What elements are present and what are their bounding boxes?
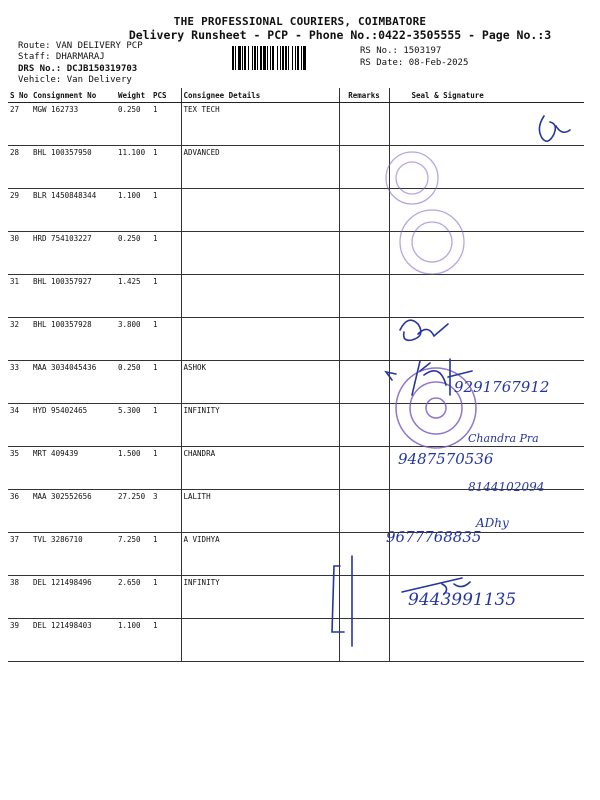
cell-consignee xyxy=(181,619,339,662)
cell-seal xyxy=(389,318,584,361)
cell-sno: 31 xyxy=(8,275,31,318)
cell-remarks xyxy=(339,490,389,533)
cell-sno: 37 xyxy=(8,533,31,576)
cell-seal xyxy=(389,232,584,275)
cell-pcs: 1 xyxy=(151,576,181,619)
handwritten-phone-37: 9677768835 xyxy=(386,528,482,546)
company-title: THE PROFESSIONAL COURIERS, COIMBATORE xyxy=(173,15,427,28)
cell-sno: 38 xyxy=(8,576,31,619)
cell-consignment: TVL 3286710 xyxy=(31,533,116,576)
cell-pcs: 1 xyxy=(151,533,181,576)
handwritten-phone-39: 9443991135 xyxy=(408,590,517,610)
cell-remarks xyxy=(339,103,389,146)
cell-sno: 28 xyxy=(8,146,31,189)
staff-label: Staff: DHARMARAJ xyxy=(18,52,105,62)
table-row xyxy=(8,318,584,361)
cell-consignment: DEL 121498403 xyxy=(31,619,116,662)
delivery-table xyxy=(8,88,584,662)
cell-consignment: MAA 302552656 xyxy=(31,490,116,533)
cell-consignee: INFINITY xyxy=(181,576,339,619)
cell-consignee: TEX TECH xyxy=(181,103,339,146)
cell-sno: 30 xyxy=(8,232,31,275)
col-pcs: PCS xyxy=(151,88,181,103)
cell-weight: 7.250 xyxy=(116,533,151,576)
cell-remarks xyxy=(339,404,389,447)
cell-remarks xyxy=(339,533,389,576)
cell-pcs: 1 xyxy=(151,447,181,490)
cell-sno: 39 xyxy=(8,619,31,662)
table-row xyxy=(8,619,584,662)
cell-remarks xyxy=(339,318,389,361)
cell-sno: 27 xyxy=(8,103,31,146)
cell-remarks xyxy=(339,361,389,404)
cell-weight: 0.250 xyxy=(116,103,151,146)
cell-remarks xyxy=(339,146,389,189)
cell-seal xyxy=(389,619,584,662)
cell-consignment: MRT 409439 xyxy=(31,447,116,490)
rs-date: RS Date: 08-Feb-2025 xyxy=(360,58,469,68)
cell-weight: 1.100 xyxy=(116,189,151,232)
cell-consignment: HRD 754103227 xyxy=(31,232,116,275)
cell-pcs: 1 xyxy=(151,275,181,318)
table-header-row xyxy=(8,88,584,103)
cell-weight: 1.425 xyxy=(116,275,151,318)
cell-weight: 2.650 xyxy=(116,576,151,619)
cell-weight: 1.500 xyxy=(116,447,151,490)
cell-pcs: 1 xyxy=(151,361,181,404)
cell-pcs: 1 xyxy=(151,146,181,189)
cell-pcs: 3 xyxy=(151,490,181,533)
cell-consignment: DEL 121498496 xyxy=(31,576,116,619)
col-remarks: Remarks xyxy=(339,88,389,103)
cell-sno: 32 xyxy=(8,318,31,361)
cell-consignee xyxy=(181,275,339,318)
col-sno: S No xyxy=(8,88,31,103)
cell-remarks xyxy=(339,576,389,619)
cell-consignee: LALITH xyxy=(181,490,339,533)
handwritten-phone-34: 9291767912 xyxy=(454,378,550,396)
cell-sno: 36 xyxy=(8,490,31,533)
cell-pcs: 1 xyxy=(151,103,181,146)
drs-number: DRS No.: DCJB150319703 xyxy=(18,64,138,74)
cell-consignment: BHL 100357928 xyxy=(31,318,116,361)
cell-pcs: 1 xyxy=(151,619,181,662)
runsheet-subtitle: Delivery Runsheet - PCP - Phone No.:0422-3505555 - Page No.:3 xyxy=(128,28,552,42)
barcode xyxy=(232,46,354,70)
vehicle-label: Vehicle: Van Delivery xyxy=(18,75,132,85)
cell-consignee: CHANDRA xyxy=(181,447,339,490)
cell-weight: 0.250 xyxy=(116,361,151,404)
cell-weight: 1.100 xyxy=(116,619,151,662)
route-label: Route: VAN DELIVERY PCP xyxy=(18,41,143,51)
cell-weight: 11.100 xyxy=(116,146,151,189)
cell-consignee xyxy=(181,189,339,232)
cell-remarks xyxy=(339,232,389,275)
handwritten-name-37: ADhy xyxy=(476,516,509,530)
table-row xyxy=(8,189,584,232)
cell-seal xyxy=(389,189,584,232)
col-weight: Weight xyxy=(116,88,151,103)
cell-consignment: BHL 100357927 xyxy=(31,275,116,318)
cell-sno: 34 xyxy=(8,404,31,447)
handwritten-phone-35: 9487570536 xyxy=(398,450,494,468)
cell-consignee: A VIDHYA xyxy=(181,533,339,576)
cell-pcs: 1 xyxy=(151,404,181,447)
cell-sno: 33 xyxy=(8,361,31,404)
cell-pcs: 1 xyxy=(151,318,181,361)
cell-consignment: MAA 3034045436 xyxy=(31,361,116,404)
cell-consignment: BHL 100357950 xyxy=(31,146,116,189)
cell-weight: 27.250 xyxy=(116,490,151,533)
cell-consignment: BLR 1450848344 xyxy=(31,189,116,232)
cell-consignment: MGW 162733 xyxy=(31,103,116,146)
cell-seal xyxy=(389,146,584,189)
cell-weight: 3.800 xyxy=(116,318,151,361)
table-row xyxy=(8,232,584,275)
cell-consignee: ASHOK xyxy=(181,361,339,404)
cell-seal xyxy=(389,103,584,146)
cell-seal xyxy=(389,275,584,318)
cell-weight: 0.250 xyxy=(116,232,151,275)
rs-number: RS No.: 1503197 xyxy=(360,46,442,56)
table-row xyxy=(8,533,584,576)
cell-consignee: ADVANCED xyxy=(181,146,339,189)
cell-consignee: INFINITY xyxy=(181,404,339,447)
cell-sno: 29 xyxy=(8,189,31,232)
col-consignment: Consignment No xyxy=(31,88,116,103)
cell-remarks xyxy=(339,275,389,318)
cell-consignment: HYD 95402465 xyxy=(31,404,116,447)
col-consignee: Consignee Details xyxy=(181,88,339,103)
cell-weight: 5.300 xyxy=(116,404,151,447)
handwritten-phone-36: 8144102094 xyxy=(468,480,545,494)
cell-remarks xyxy=(339,447,389,490)
col-seal: Seal & Signature xyxy=(389,88,584,103)
cell-remarks xyxy=(339,189,389,232)
cell-remarks xyxy=(339,619,389,662)
table-row xyxy=(8,275,584,318)
cell-consignee xyxy=(181,318,339,361)
cell-pcs: 1 xyxy=(151,232,181,275)
cell-pcs: 1 xyxy=(151,189,181,232)
table-row xyxy=(8,103,584,146)
cell-sno: 35 xyxy=(8,447,31,490)
handwritten-name-35: Chandra Pra xyxy=(468,432,539,445)
table-row xyxy=(8,146,584,189)
cell-consignee xyxy=(181,232,339,275)
